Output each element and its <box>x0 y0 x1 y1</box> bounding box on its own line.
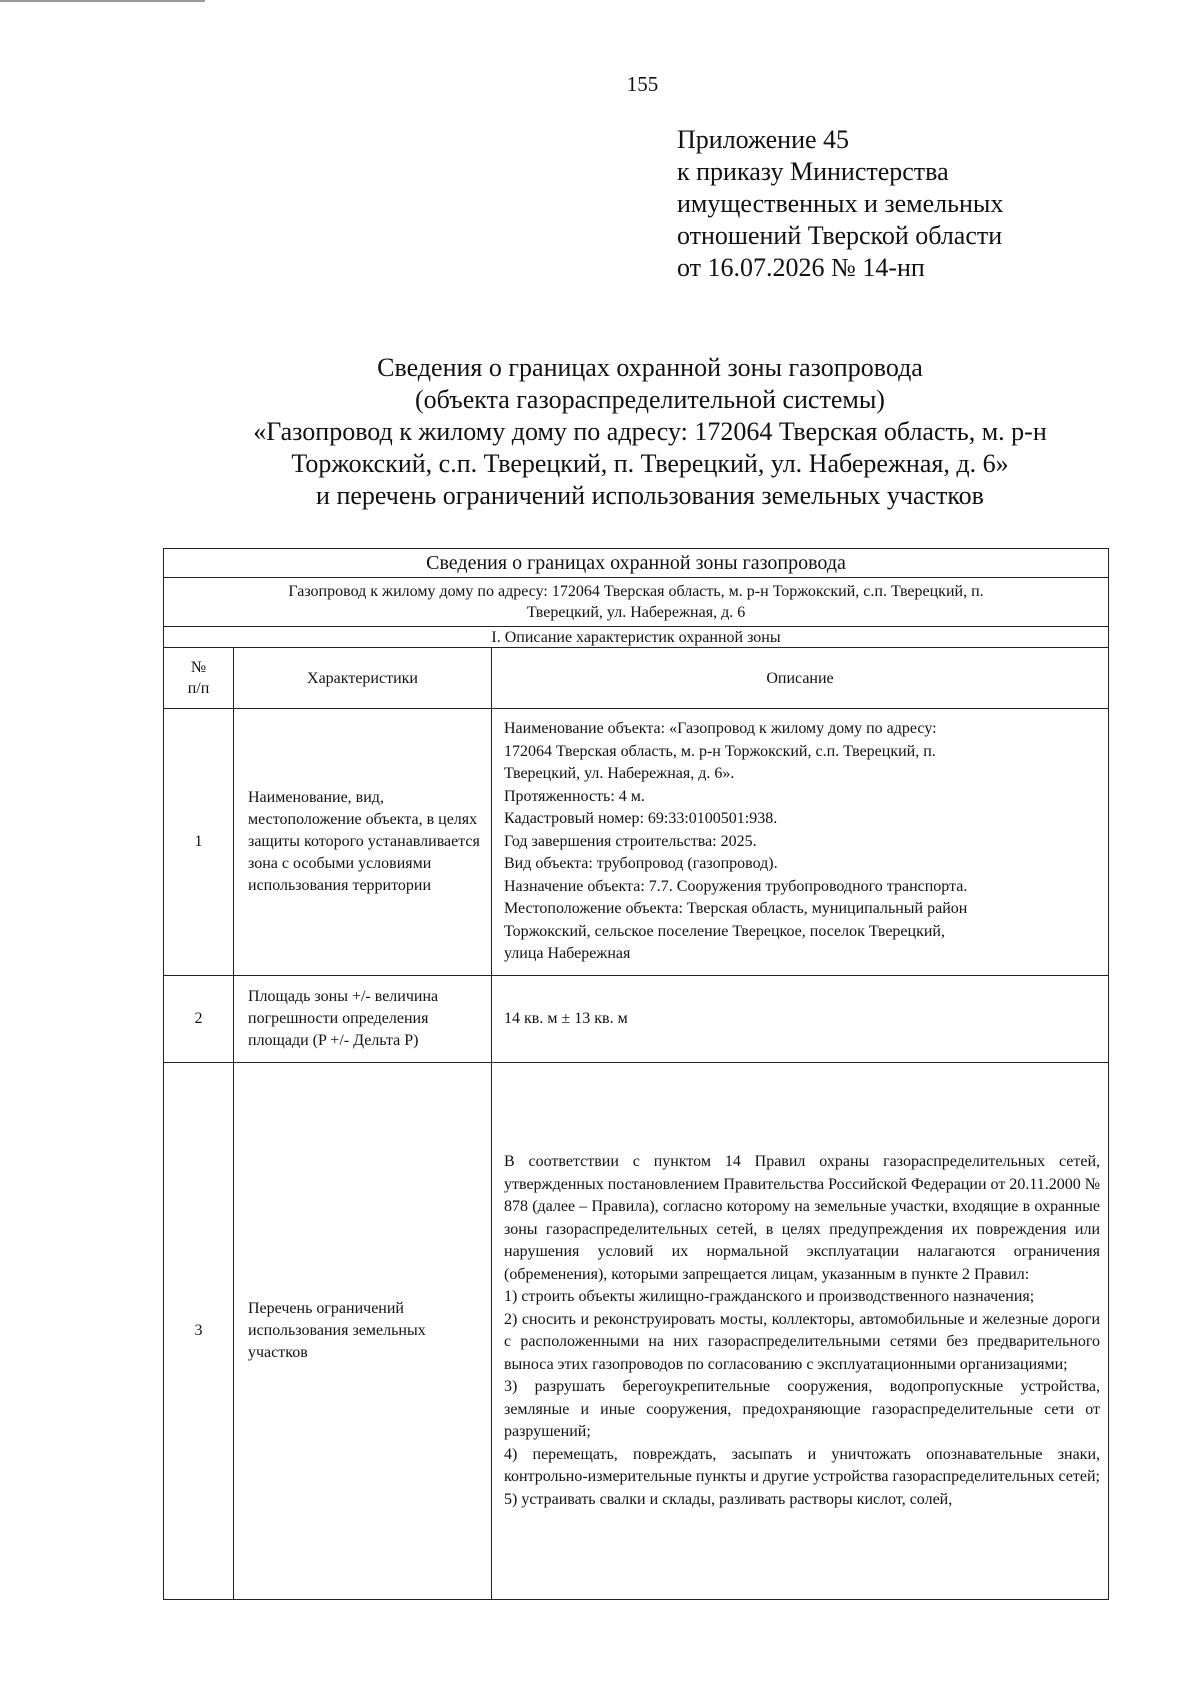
description-paragraph: 4) перемещать, повреждать, засыпать и уничтожать опознавательные знаки, контрольно-измерительные пункты и другие устройства газораспределительных сетей; <box>504 1445 1101 1485</box>
row-characteristic: Наименование, вид, местоположение объекта, в целях защиты которого устанавливается зона с особыми условиями использования территории <box>234 709 492 976</box>
object-line: Тверецкий, ул. Набережная, д. 6 <box>526 604 746 621</box>
column-header-num-line: № <box>190 659 207 676</box>
description-line: Протяженность: 4 м. <box>504 787 645 805</box>
section-heading: I. Описание характеристик охранной зоны <box>164 627 1109 648</box>
appendix-line: отношений Тверской области <box>677 221 1003 250</box>
description-paragraph: 5) устраивать свалки и склады, разливать растворы кислот, солей, <box>504 1490 953 1508</box>
description-paragraph: 1) строить объекты жилищно-гражданского и производственного назначения; <box>504 1288 1035 1305</box>
row-number: 3 <box>164 1063 234 1600</box>
description-line: Тверецкий, ул. Набережная, д. 6». <box>504 765 735 783</box>
description-line: Назначение объекта: 7.7. Сооружения трубопроводного транспорта. <box>504 877 968 895</box>
description-paragraph: 3) разрушать берегоукрепительные сооружения, водопропускные устройства, земляные и иные сооружения, предохраняющие газораспределительные сети от разрушений; <box>504 1378 1101 1440</box>
row-description: 14 кв. м ± 13 кв. м <box>492 976 1109 1063</box>
row-description <box>492 709 1109 976</box>
title-line: Торжокский, с.п. Тверецкий, п. Тверецкий, ул. Набережная, д. 6» <box>291 449 1009 478</box>
zone-info-table <box>163 548 1109 1600</box>
description-line: Торжокский, сельское поселение Тверецкое, поселок Тверецкий, <box>504 922 945 940</box>
appendix-line: имущественных и земельных <box>677 189 1004 218</box>
table-row <box>164 1063 1109 1600</box>
row-characteristic: Перечень ограничений использования земельных участков <box>234 1063 492 1600</box>
description-line: Местоположение объекта: Тверская область, муниципальный район <box>504 900 968 918</box>
page-number: 155 <box>626 72 659 96</box>
title-line: (объекта газораспределительной системы) <box>415 385 885 414</box>
title-line: и перечень ограничений использования земельных участков <box>316 481 984 510</box>
scan-edge-line <box>0 0 205 2</box>
row-number: 2 <box>164 976 234 1063</box>
appendix-line: к приказу Министерства <box>677 157 949 186</box>
row-characteristic: Площадь зоны +/- величина погрешности определения площади (P +/- Дельта P) <box>234 976 492 1063</box>
title-line: Сведения о границах охранной зоны газопровода <box>377 353 923 382</box>
description-paragraph: В соответствии с пунктом 14 Правил охраны газораспределительных сетей, утвержденных постановлением Правительства Российской Федерации от 20.11.2000 № 878 (далее – Правила), согласно которому на земельные участки, входящие в охранные зоны газораспределительных сетей, в целях предупреждения их повреждения или нарушения условий их нормальной эксплуатации налагаются ограничения (обременения), которыми запрещается лицам, указанным в пункте 2 Правил: <box>504 1153 1101 1283</box>
description-line: Наименование объекта: «Газопровод к жилому дому по адресу: <box>504 720 937 738</box>
table-object-name <box>164 578 1109 627</box>
table-row <box>164 976 1109 1063</box>
description-line: Кадастровый номер: 69:33:0100501:938. <box>504 810 778 828</box>
appendix-block <box>677 124 1003 284</box>
description-line: Год завершения строительства: 2025. <box>504 832 757 850</box>
table-row <box>164 709 1109 976</box>
column-header-characteristics: Характеристики <box>234 648 492 709</box>
table-title: Сведения о границах охранной зоны газопровода <box>164 549 1109 578</box>
appendix-line: от 16.07.2026 № 14-нп <box>677 253 925 282</box>
description-line: улица Набережная <box>504 945 631 963</box>
column-header-num <box>164 648 234 709</box>
row-number: 1 <box>164 709 234 976</box>
description-line: 172064 Тверская область, м. р-н Торжокский, с.п. Тверецкий, п. <box>504 742 936 760</box>
title-line: «Газопровод к жилому дому по адресу: 172064 Тверская область, м. р-н <box>253 417 1047 446</box>
row-description <box>492 1063 1109 1600</box>
description-line: Вид объекта: трубопровод (газопровод). <box>504 855 778 873</box>
appendix-line: Приложение 45 <box>677 125 850 154</box>
column-header-num-line: п/п <box>187 680 210 697</box>
description-paragraph: 2) сносить и реконструировать мосты, коллекторы, автомобильные и железные дороги с расположенными на них газораспределительными сетями без предварительного выноса этих газопроводов по согласованию с эксплуатационными организациями; <box>504 1310 1101 1373</box>
document-title <box>150 352 1150 512</box>
object-line: Газопровод к жилому дому по адресу: 172064 Тверская область, м. р-н Торжокский, с.п. Тверецкий, п. <box>288 583 984 600</box>
column-header-description: Описание <box>492 648 1109 709</box>
